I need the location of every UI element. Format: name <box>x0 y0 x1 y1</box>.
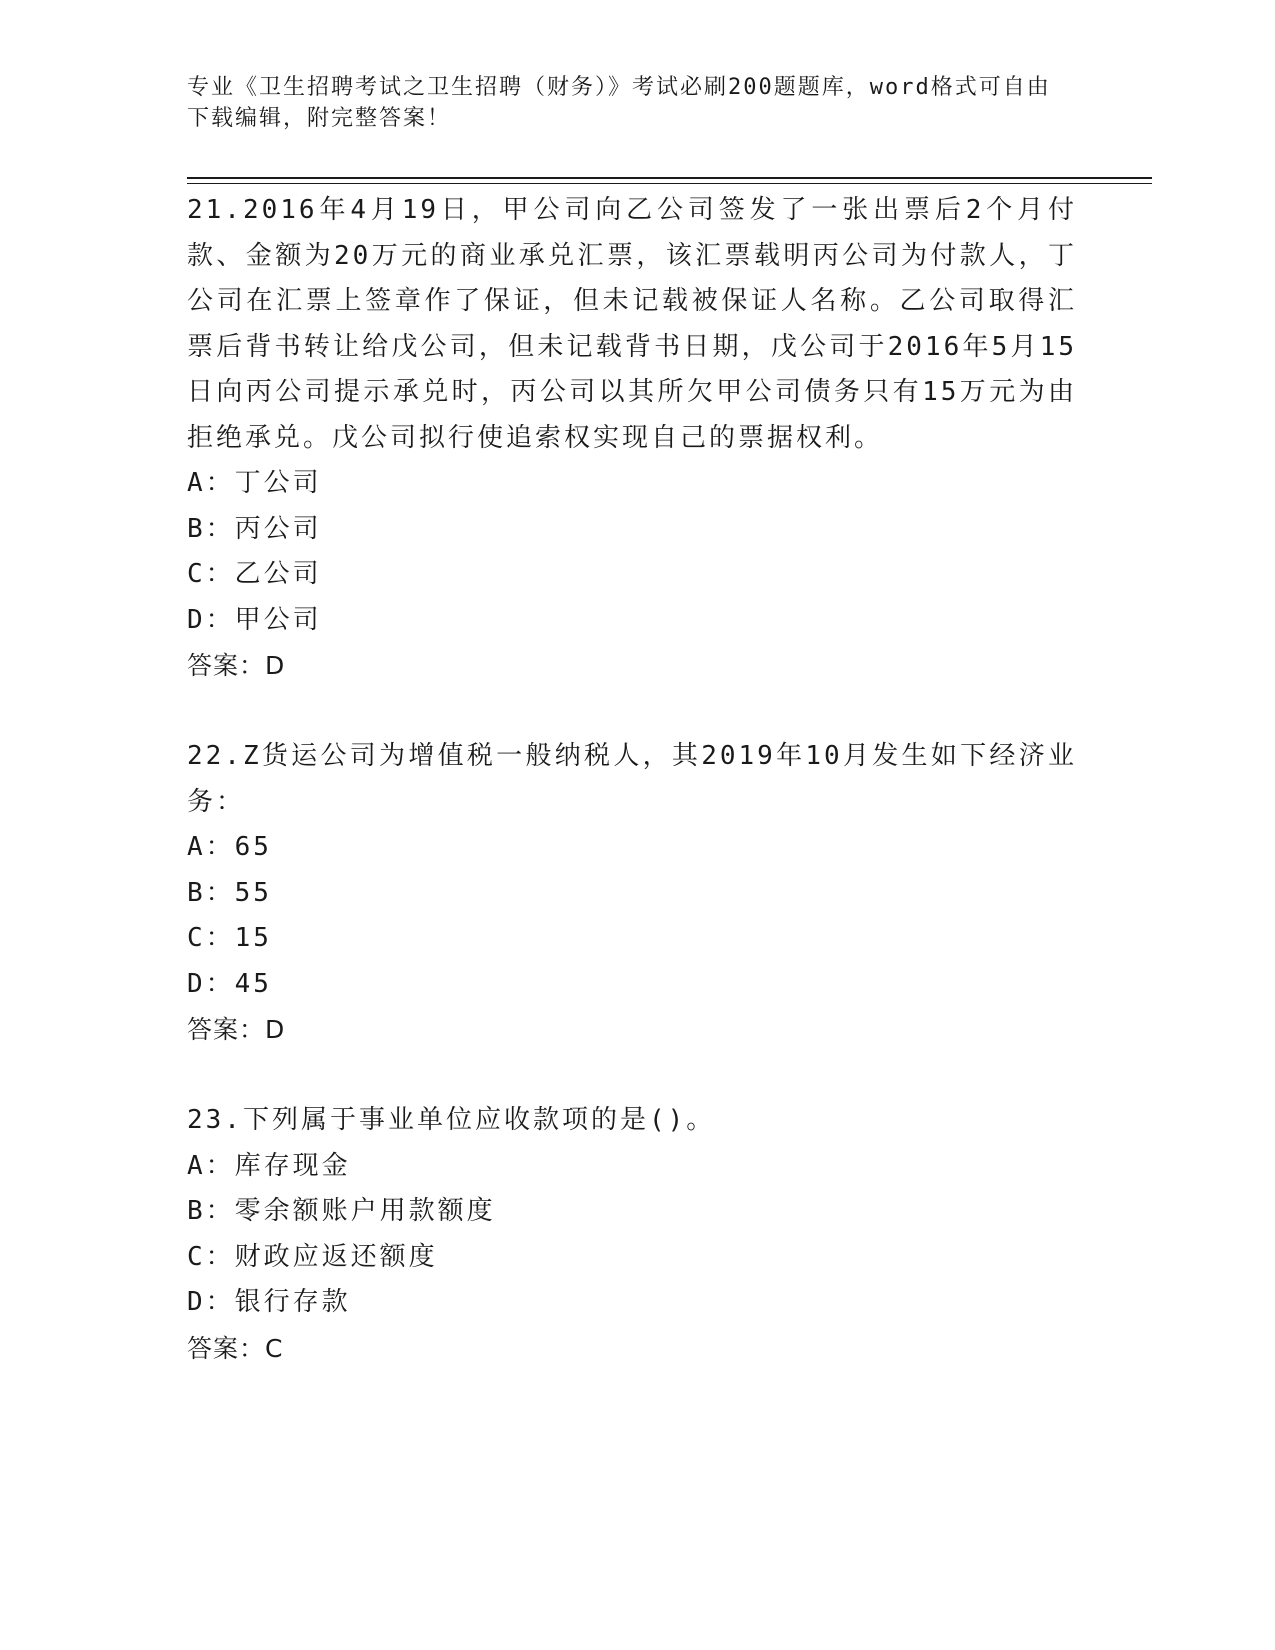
question-spacer <box>187 689 1077 735</box>
question-stem: 22.Z货运公司为增值税一般纳税人，其2019年10月发生如下经济业务： <box>187 741 1077 817</box>
question-22 <box>187 734 1077 1053</box>
option-d: D：银行存款 <box>187 1287 351 1317</box>
option-c: C：15 <box>187 923 272 953</box>
answer-line: 答案：D <box>187 651 286 680</box>
option-c: C：乙公司 <box>187 559 322 589</box>
answer-line: 答案：C <box>187 1333 284 1363</box>
option-d: D：甲公司 <box>187 604 322 635</box>
header-divider-thick <box>187 177 1152 179</box>
question-23 <box>187 1098 1077 1371</box>
question-spacer <box>187 1053 1077 1099</box>
question-21 <box>187 188 1077 689</box>
option-b: B：55 <box>187 877 272 908</box>
option-a: A：丁公司 <box>187 468 322 498</box>
answer-line: 答案：D <box>187 1015 286 1044</box>
option-c: C：财政应返还额度 <box>187 1241 438 1272</box>
question-stem: 23.下列属于事业单位应收款项的是()。 <box>187 1105 716 1135</box>
option-a: A：65 <box>187 832 272 862</box>
option-b: B：丙公司 <box>187 513 322 544</box>
option-d: D：45 <box>187 968 272 999</box>
document-header: 专业《卫生招聘考试之卫生招聘（财务）》考试必刷200题题库，word格式可自由下载编辑，附完整答案！ <box>187 75 1051 131</box>
question-list <box>187 188 1077 1371</box>
question-stem: 21.2016年4月19日，甲公司向乙公司签发了一张出票后2个月付款、金额为20万元的商业承兑汇票，该汇票载明丙公司为付款人，丁公司在汇票上签章作了保证，但未记载被保证人名称。乙公司取得汇票后背书转让给戊公司，但未记载背书日期，戊公司于2016年5月15日向丙公司提示承兑时，丙公司以其所欠甲公司债务只有15万元为由拒绝承兑。戊公司拟行使追索权实现自己的票据权利。 <box>187 195 1077 453</box>
option-a: A：库存现金 <box>187 1150 351 1181</box>
header-divider-thin <box>187 183 1152 184</box>
option-b: B：零余额账户用款额度 <box>187 1196 496 1226</box>
